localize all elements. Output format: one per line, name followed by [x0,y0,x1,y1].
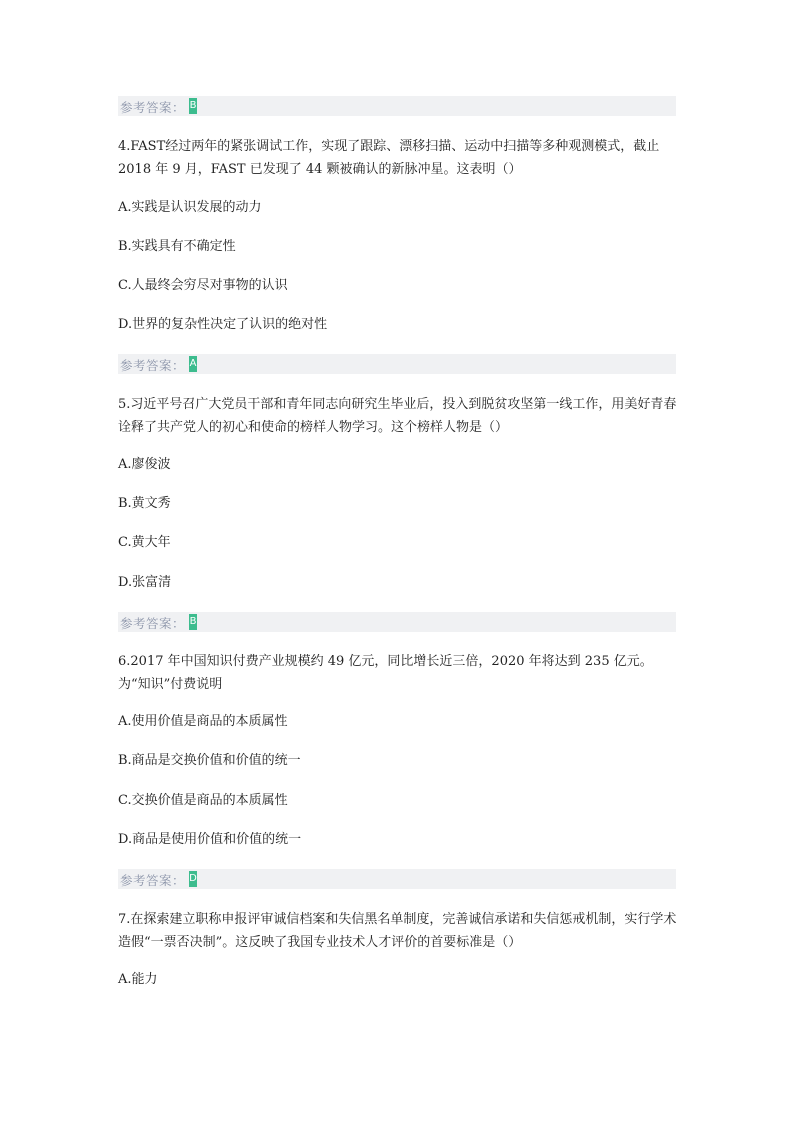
option-a: A.廖俊波 [118,457,171,472]
option-b: B.实践具有不确定性 [118,239,236,254]
answer-letter: A [189,356,197,372]
answer-bar [118,612,676,632]
answer-label: 参考答案： [120,616,186,631]
answer-letter: D [189,871,197,887]
option-a: A.能力 [118,972,158,987]
option-b: B.黄文秀 [118,496,171,511]
option-c: C.人最终会穷尽对事物的认识 [118,278,288,293]
answer-label: 参考答案： [120,358,186,373]
answer-label: 参考答案： [120,873,186,888]
option-a: A.实践是认识发展的动力 [118,200,262,215]
option-a: A.使用价值是商品的本质属性 [118,714,288,729]
option-d: D.商品是使用价值和价值的统一 [118,832,302,847]
answer-label: 参考答案： [120,100,186,115]
question-text: 6.2017 年中国知识付费产业规模约 49 亿元，同比增长近三倍，2020 年将达到 235 亿元。为“知识”付费说明 [118,654,653,692]
option-c: C.交换价值是商品的本质属性 [118,793,288,808]
option-c: C.黄大年 [118,535,171,550]
answer-bar [118,869,676,889]
option-b: B.商品是交换价值和价值的统一 [118,753,301,768]
answer-bar [118,354,676,374]
answer-bar [118,96,676,116]
option-d: D.张富清 [118,575,172,590]
question-text: 5.习近平号召广大党员干部和青年同志向研究生毕业后，投入到脱贫攻坚第一线工作，用美好青春诠释了共产党人的初心和使命的榜样人物学习。这个榜样人物是（） [118,397,677,435]
question-text: 4.FAST经过两年的紧张调试工作，实现了跟踪、漂移扫描、运动中扫描等多种观测模式，截止 2018 年 9 月，FAST 已发现了 44 颗被确认的新脉冲星。这表明（） [118,139,660,177]
answer-letter: B [189,614,197,630]
question-text: 7.在探索建立职称申报评审诚信档案和失信黑名单制度，完善诚信承诺和失信惩戒机制，实行学术造假“一票否决制”。这反映了我国专业技术人才评价的首要标准是（） [118,912,677,950]
answer-letter: B [189,98,197,114]
option-d: D.世界的复杂性决定了认识的绝对性 [118,317,328,332]
